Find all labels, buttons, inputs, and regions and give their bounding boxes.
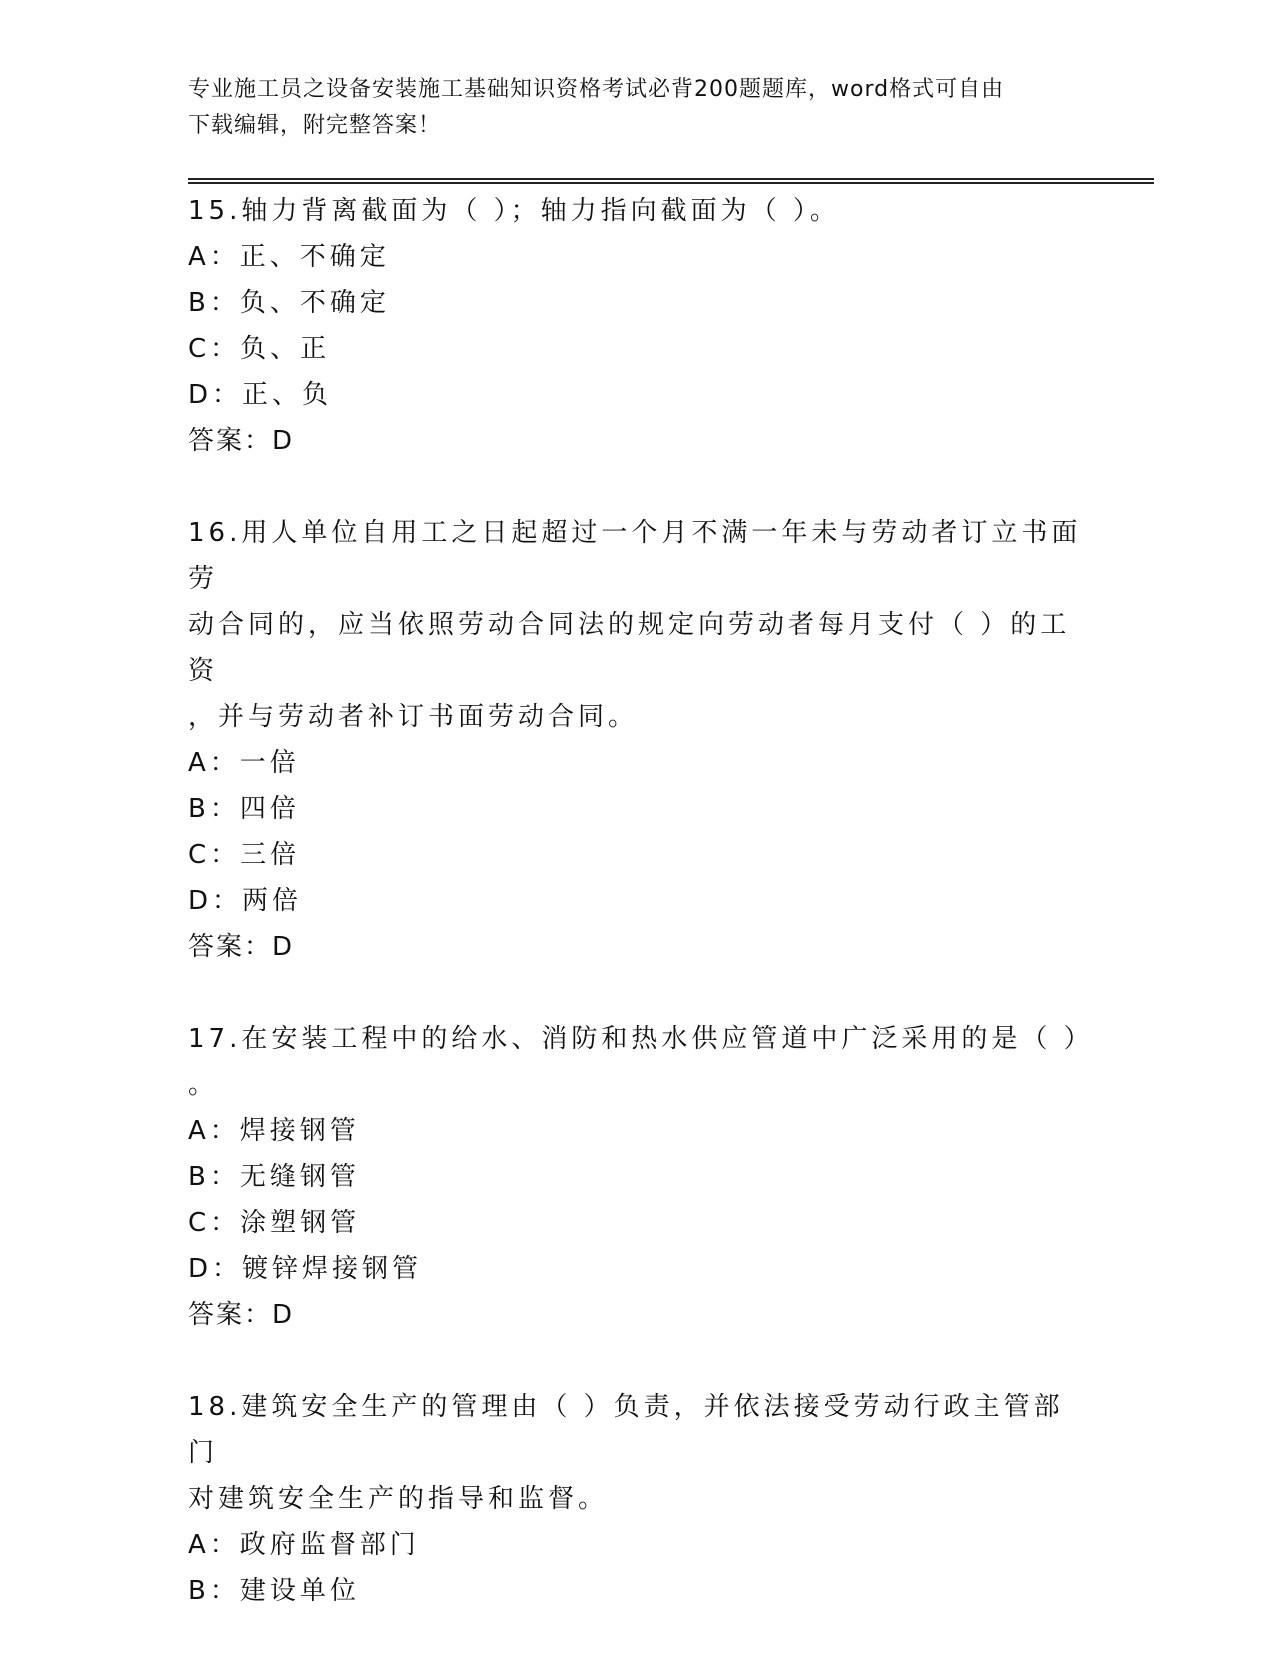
question-stem-line: 对建筑安全生产的指导和监督。 [188, 1484, 609, 1514]
option-c: C：涂塑钢管 [188, 1208, 361, 1238]
question-stem-line: 动合同的，应当依照劳动合同法的规定向劳动者每月支付（ ）的工资 [188, 610, 1071, 686]
option-a: A：政府监督部门 [188, 1530, 420, 1560]
question-list [188, 188, 1094, 1660]
question-stem-line: 15.轴力背离截面为（ ）；轴力指向截面为（ ）。 [188, 196, 840, 226]
option-c: C：负、正 [188, 334, 331, 364]
question-15 [188, 188, 1088, 464]
answer-line: 答案：D [188, 1300, 295, 1330]
answer-line: 答案：D [188, 426, 295, 456]
header-title-line-2: 下载编辑，附完整答案！ [188, 113, 442, 138]
question-stem-line: ，并与劳动者补订书面劳动合同。 [188, 702, 639, 732]
header-title-line-1: 专业施工员之设备安装施工基础知识资格考试必背200题题库，word格式可自由 [188, 77, 1005, 102]
answer-line: 答案：D [188, 932, 295, 962]
question-stem-line: 17.在安装工程中的给水、消防和热水供应管道中广泛采用的是（ ） [188, 1024, 1094, 1054]
question-17 [188, 1016, 1094, 1338]
option-d: D：镀锌焊接钢管 [188, 1254, 423, 1284]
option-d: D：正、负 [188, 380, 333, 410]
option-b: B：负、不确定 [188, 288, 390, 318]
question-18 [188, 1384, 1088, 1614]
option-d: D：两倍 [188, 886, 303, 916]
document-header [188, 72, 1078, 144]
option-b: B：建设单位 [188, 1576, 360, 1606]
question-stem-line: 16.用人单位自用工之日起超过一个月不满一年未与劳动者订立书面劳 [188, 518, 1082, 594]
option-c: C：三倍 [188, 840, 301, 870]
question-stem-line: 18.建筑安全生产的管理由（ ）负责，并依法接受劳动行政主管部门 [188, 1392, 1064, 1468]
question-stem-line: 。 [188, 1070, 219, 1100]
option-a: A：一倍 [188, 748, 300, 778]
question-16 [188, 510, 1088, 970]
option-a: A：焊接钢管 [188, 1116, 360, 1146]
header-double-rule [188, 178, 1154, 184]
option-b: B：四倍 [188, 794, 300, 824]
option-b: B：无缝钢管 [188, 1162, 360, 1192]
option-a: A：正、不确定 [188, 242, 390, 272]
